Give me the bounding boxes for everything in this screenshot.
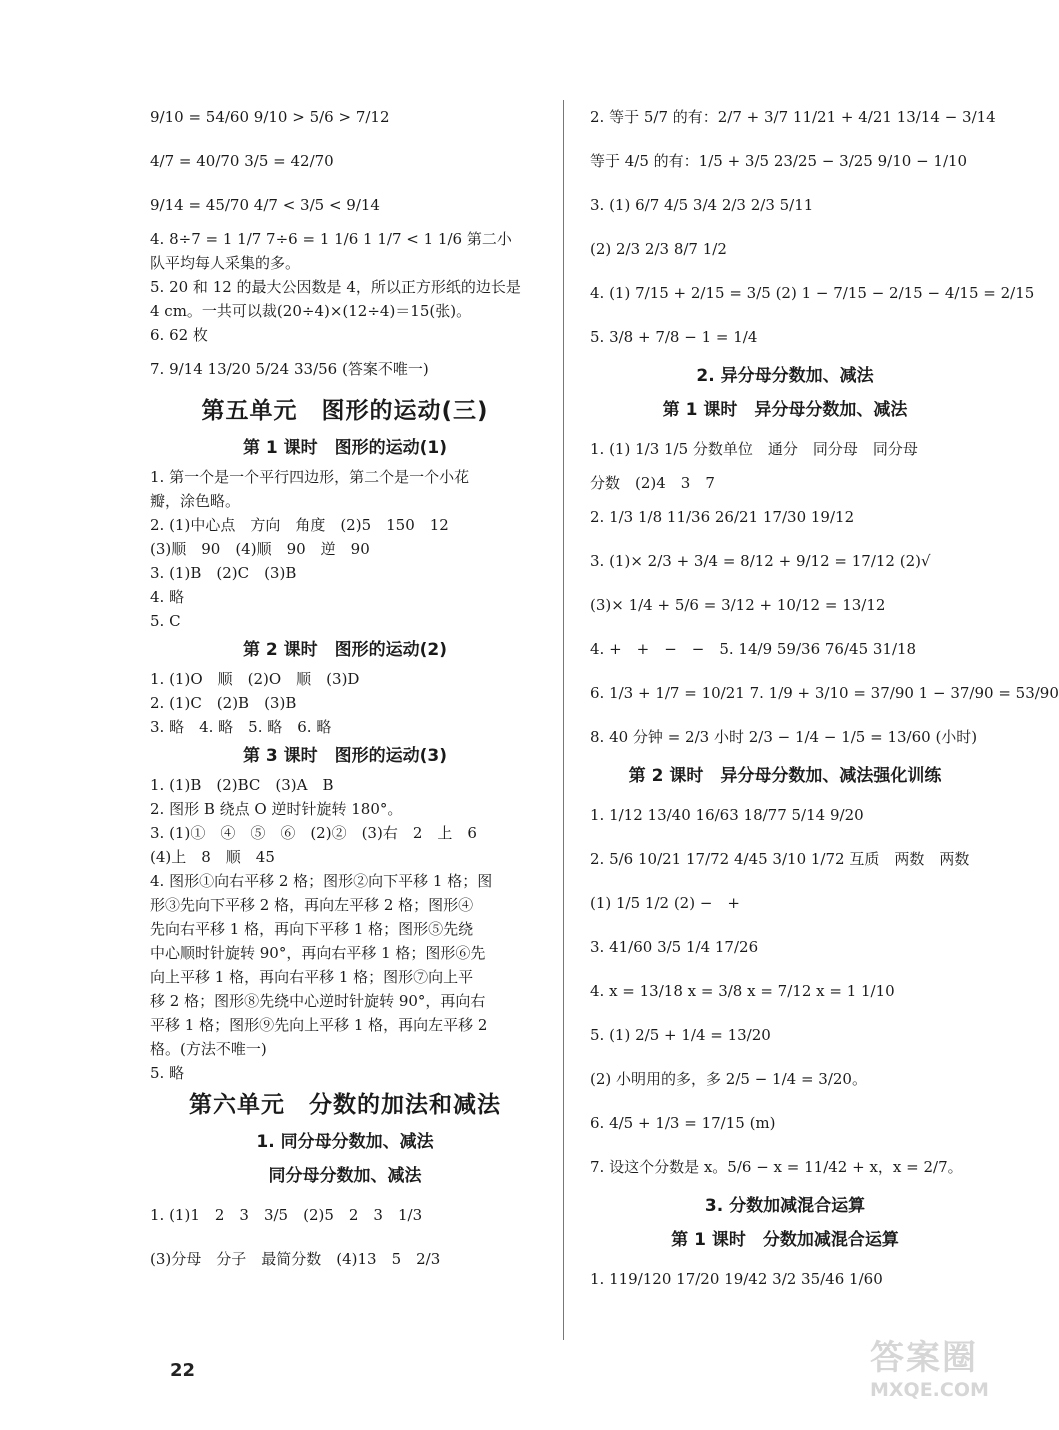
section-heading: 2. 异分母分数加、减法 bbox=[696, 366, 874, 386]
section-heading: 第 2 课时 异分母分数加、减法强化训练 bbox=[628, 766, 942, 786]
answer-line: (3)顺 90 (4)顺 90 逆 90 bbox=[150, 540, 370, 558]
answer-line: 4. + + − − 5. 14/9 59/36 76/45 31/18 bbox=[590, 640, 917, 658]
answer-line: 9/14 = 45/70 4/7 < 3/5 < 9/14 bbox=[150, 196, 380, 214]
answer-line: 7. 9/14 13/20 5/24 33/56 (答案不唯一) bbox=[150, 360, 429, 378]
answer-line: 3. 略 4. 略 5. 略 6. 略 bbox=[150, 718, 332, 736]
watermark-bottom: MXQE.COM bbox=[870, 1379, 989, 1401]
section-heading: 第 1 课时 图形的运动(1) bbox=[242, 438, 448, 458]
answer-line: 4. (1) 7/15 + 2/15 = 3/5 (2) 1 − 7/15 − 2/15 − 4/15 = 2/15 bbox=[590, 284, 1035, 302]
answer-line: 1. (1)O 顺 (2)O 顺 (3)D bbox=[150, 670, 360, 688]
answer-line: 格。(方法不唯一) bbox=[150, 1040, 267, 1058]
answer-line: 2. 等于 5/7 的有：2/7 + 3/7 11/21 + 4/21 13/14 − 3/14 bbox=[590, 108, 996, 126]
answer-line: 9/10 = 54/60 9/10 > 5/6 > 7/12 bbox=[150, 108, 390, 126]
answer-line: 2. (1)中心点 方向 角度 (2)5 150 12 bbox=[150, 516, 449, 534]
answer-line: 1. 1/12 13/40 16/63 18/77 5/14 9/20 bbox=[590, 806, 864, 824]
unit-heading: 第六单元 分数的加法和减法 bbox=[189, 1092, 501, 1118]
answer-line: (3)分母 分子 最简分数 (4)13 5 2/3 bbox=[150, 1250, 441, 1268]
answer-line: 瓣，涂色略。 bbox=[150, 492, 241, 510]
answer-line: 1. (1) 1/3 1/5 分数单位 通分 同分母 同分母 bbox=[590, 440, 918, 458]
unit-heading: 第五单元 图形的运动(三) bbox=[201, 398, 489, 424]
column-divider bbox=[563, 100, 564, 1340]
answer-line: 5. (1) 2/5 + 1/4 = 13/20 bbox=[590, 1026, 771, 1044]
section-heading: 3. 分数加减混合运算 bbox=[704, 1196, 866, 1216]
answer-line: 1. 119/120 17/20 19/42 3/2 35/46 1/60 bbox=[590, 1270, 883, 1288]
answer-line: 3. (1)① ④ ⑤ ⑥ (2)② (3)右 2 上 6 bbox=[150, 824, 477, 842]
answer-line: 4 cm。一共可以裁(20÷4)×(12÷4)＝15(张)。 bbox=[150, 302, 472, 320]
answer-line: (4)上 8 顺 45 bbox=[150, 848, 275, 866]
section-heading: 1. 同分母分数加、减法 bbox=[256, 1132, 434, 1152]
answer-line: 队平均每人采集的多。 bbox=[150, 254, 301, 272]
answer-line: 先向右平移 1 格，再向下平移 1 格；图形⑤先绕 bbox=[150, 920, 474, 938]
answer-line: 2. 5/6 10/21 17/72 4/45 3/10 1/72 互质 两数 两数 bbox=[590, 850, 970, 868]
answer-line: 2. 图形 B 绕点 O 逆时针旋转 180°。 bbox=[150, 800, 403, 818]
answer-line: 5. 20 和 12 的最大公因数是 4，所以正方形纸的边长是 bbox=[150, 278, 521, 296]
answer-line: 中心顺时针旋转 90°，再向右平移 1 格；图形⑥先 bbox=[150, 944, 486, 962]
watermark-logo bbox=[870, 1330, 990, 1425]
answer-line: 平移 1 格；图形⑨先向上平移 1 格，再向左平移 2 bbox=[150, 1016, 488, 1034]
answer-line: (2) 小明用的多，多 2/5 − 1/4 = 3/20。 bbox=[590, 1070, 867, 1088]
answer-line: 2. (1)C (2)B (3)B bbox=[150, 694, 297, 712]
section-heading: 第 2 课时 图形的运动(2) bbox=[242, 640, 448, 660]
page-number: 22 bbox=[170, 1360, 196, 1381]
answer-line: (2) 2/3 2/3 8/7 1/2 bbox=[590, 240, 727, 258]
answer-line: (3)× 1/4 + 5/6 = 3/12 + 10/12 = 13/12 bbox=[590, 596, 886, 614]
answer-line: 4/7 = 40/70 3/5 = 42/70 bbox=[150, 152, 334, 170]
answer-line: 2. 1/3 1/8 11/36 26/21 17/30 19/12 bbox=[590, 508, 855, 526]
answer-line: 3. (1) 6/7 4/5 3/4 2/3 2/3 5/11 bbox=[590, 196, 814, 214]
answer-line: 向上平移 1 格，再向右平移 1 格；图形⑦向上平 bbox=[150, 968, 474, 986]
left-column bbox=[150, 95, 540, 1281]
answer-line: 3. 41/60 3/5 1/4 17/26 bbox=[590, 938, 759, 956]
answer-line: 4. x = 13/18 x = 3/8 x = 7/12 x = 1 1/10 bbox=[590, 982, 895, 1000]
answer-line: 3. (1)× 2/3 + 3/4 = 8/12 + 9/12 = 17/12 (2)√ bbox=[590, 552, 931, 570]
section-heading: 同分母分数加、减法 bbox=[268, 1166, 422, 1186]
watermark-top: 答案圈 bbox=[870, 1338, 978, 1378]
answer-line: 分数 (2)4 3 7 bbox=[590, 474, 715, 492]
answer-line: 5. 3/8 + 7/8 − 1 = 1/4 bbox=[590, 328, 758, 346]
answer-line: 7. 设这个分数是 x。5/6 − x = 11/42 + x，x = 2/7。 bbox=[590, 1158, 963, 1176]
answer-line: 6. 4/5 + 1/3 = 17/15 (m) bbox=[590, 1114, 776, 1132]
answer-line: 1. 第一个是一个平行四边形，第二个是一个小花 bbox=[150, 468, 470, 486]
right-column bbox=[590, 95, 1059, 1301]
section-heading: 第 3 课时 图形的运动(3) bbox=[242, 746, 448, 766]
answer-line: 1. (1)B (2)BC (3)A B bbox=[150, 776, 334, 794]
answer-line: 移 2 格；图形⑧先绕中心逆时针旋转 90°，再向右 bbox=[150, 992, 486, 1010]
answer-line: 6. 62 枚 bbox=[150, 326, 208, 344]
answer-line: 1. (1)1 2 3 3/5 (2)5 2 3 1/3 bbox=[150, 1206, 423, 1224]
section-heading: 第 1 课时 异分母分数加、减法 bbox=[662, 400, 908, 420]
answer-line: 5. 略 bbox=[150, 1064, 185, 1082]
answer-line: 形③先向下平移 2 格，再向左平移 2 格；图形④ bbox=[150, 896, 474, 914]
answer-line: 4. 8÷7 = 1 1/7 7÷6 = 1 1/6 1 1/7 < 1 1/6 第二小 bbox=[150, 230, 512, 248]
answer-line: (1) 1/5 1/2 (2) − + bbox=[590, 894, 740, 912]
answer-line: 3. (1)B (2)C (3)B bbox=[150, 564, 297, 582]
answer-line: 8. 40 分钟 = 2/3 小时 2/3 − 1/4 − 1/5 = 13/60 (小时) bbox=[590, 728, 978, 746]
answer-line: 5. C bbox=[150, 612, 181, 630]
answer-line: 等于 4/5 的有：1/5 + 3/5 23/25 − 3/25 9/10 − 1/10 bbox=[590, 152, 968, 170]
answer-line: 6. 1/3 + 1/7 = 10/21 7. 1/9 + 3/10 = 37/90 1 − 37/90 = 53/90 bbox=[590, 684, 1059, 702]
section-heading: 第 1 课时 分数加减混合运算 bbox=[671, 1230, 899, 1250]
answer-line: 4. 图形①向右平移 2 格；图形②向下平移 1 格；图 bbox=[150, 872, 493, 890]
answer-line: 4. 略 bbox=[150, 588, 185, 606]
